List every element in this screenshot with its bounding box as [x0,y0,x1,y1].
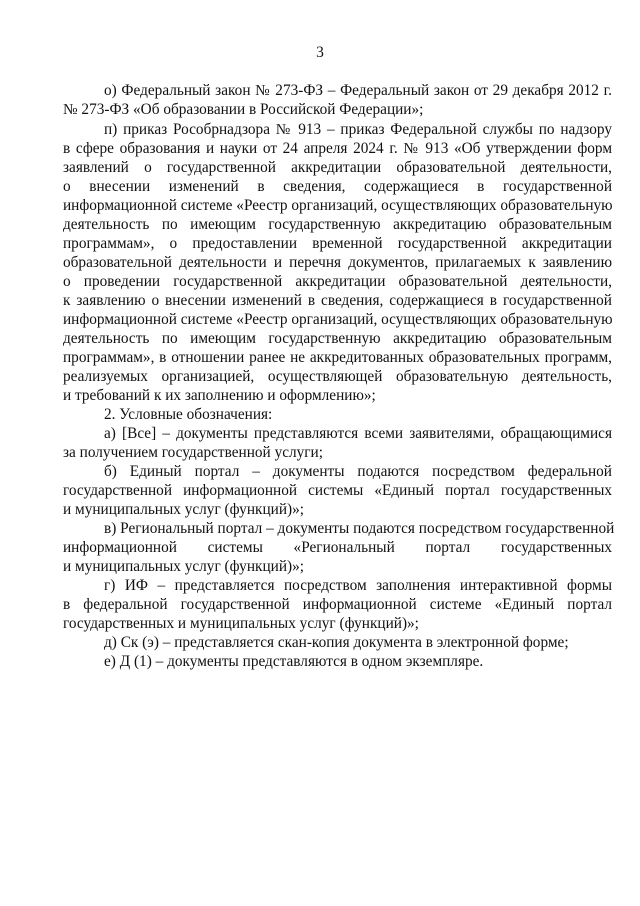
text-line: п) приказ Рособрнадзора № 913 – приказ Федеральной службы по надзору [104,121,612,138]
text-line: о проведении государственной аккредитации образовательной деятельности, [63,273,612,290]
text-line: № 273-ФЗ «Об образовании в Российской Федерации»; [63,101,424,118]
text-line: государственной информационной системы «Единый портал государственных [63,482,612,499]
section-heading: 2. Условные обозначения: [104,406,273,423]
text-line: образовательной деятельности и перечня документов, прилагаемых к заявлению [63,254,612,271]
text-line: информационной системы «Региональный портал государственных [63,539,612,556]
text-line: деятельность по имеющим государственную аккредитацию образовательным [63,216,612,233]
text-line: программам», о предоставлении временной государственной аккредитации [63,235,612,252]
text-line: к заявлению о внесении изменений в сведения, содержащиеся в государственной [63,292,612,309]
text-line: информационной системе «Реестр организаций, осуществляющих образовательную [63,311,613,328]
text-line: заявлений о государственной аккредитации образовательной деятельности, [63,159,612,176]
text-line: д) Ск (э) – представляется скан-копия документа в электронной форме; [104,634,569,651]
text-line: б) Единый портал – документы подаются посредством федеральной [104,463,612,480]
text-line: е) Д (1) – документы представляются в одном экземпляре. [104,653,484,670]
text-line: г) ИФ – представляется посредством заполнения интерактивной формы [104,577,612,594]
text-line: и муниципальных услуг (функций)»; [63,501,305,518]
text-line: и муниципальных услуг (функций)»; [63,558,305,575]
text-line: реализуемых организацией, осуществляющей образовательную деятельность, [63,368,612,385]
text-line: и требований к их заполнению и оформлению»; [63,387,376,404]
text-line: в) Региональный портал – документы подаются посредством государственной [104,520,615,537]
text-line: информационной системе «Реестр организаций, осуществляющих образовательную [63,197,613,214]
text-line: за получением государственной услуги; [63,444,323,461]
text-line: а) [Все] – документы представляются всеми заявителями, обращающимися [104,425,612,442]
page-number: 3 [316,44,324,61]
text-line: государственных и муниципальных услуг (функций)»; [63,615,419,632]
text-line: в сфере образования и науки от 24 апреля 2024 г. № 913 «Об утверждении форм [63,140,612,157]
text-line: в федеральной государственной информационной системе «Единый портал [63,596,612,613]
text-line: деятельность по имеющим государственную аккредитацию образовательным [63,330,612,347]
text-line: о внесении изменений в сведения, содержащиеся в государственной [63,178,612,195]
text-line: о) Федеральный закон № 273-ФЗ – Федеральный закон от 29 декабря 2012 г. [104,82,612,99]
text-line: программам», в отношении ранее не аккредитованных образовательных программ, [63,349,612,366]
